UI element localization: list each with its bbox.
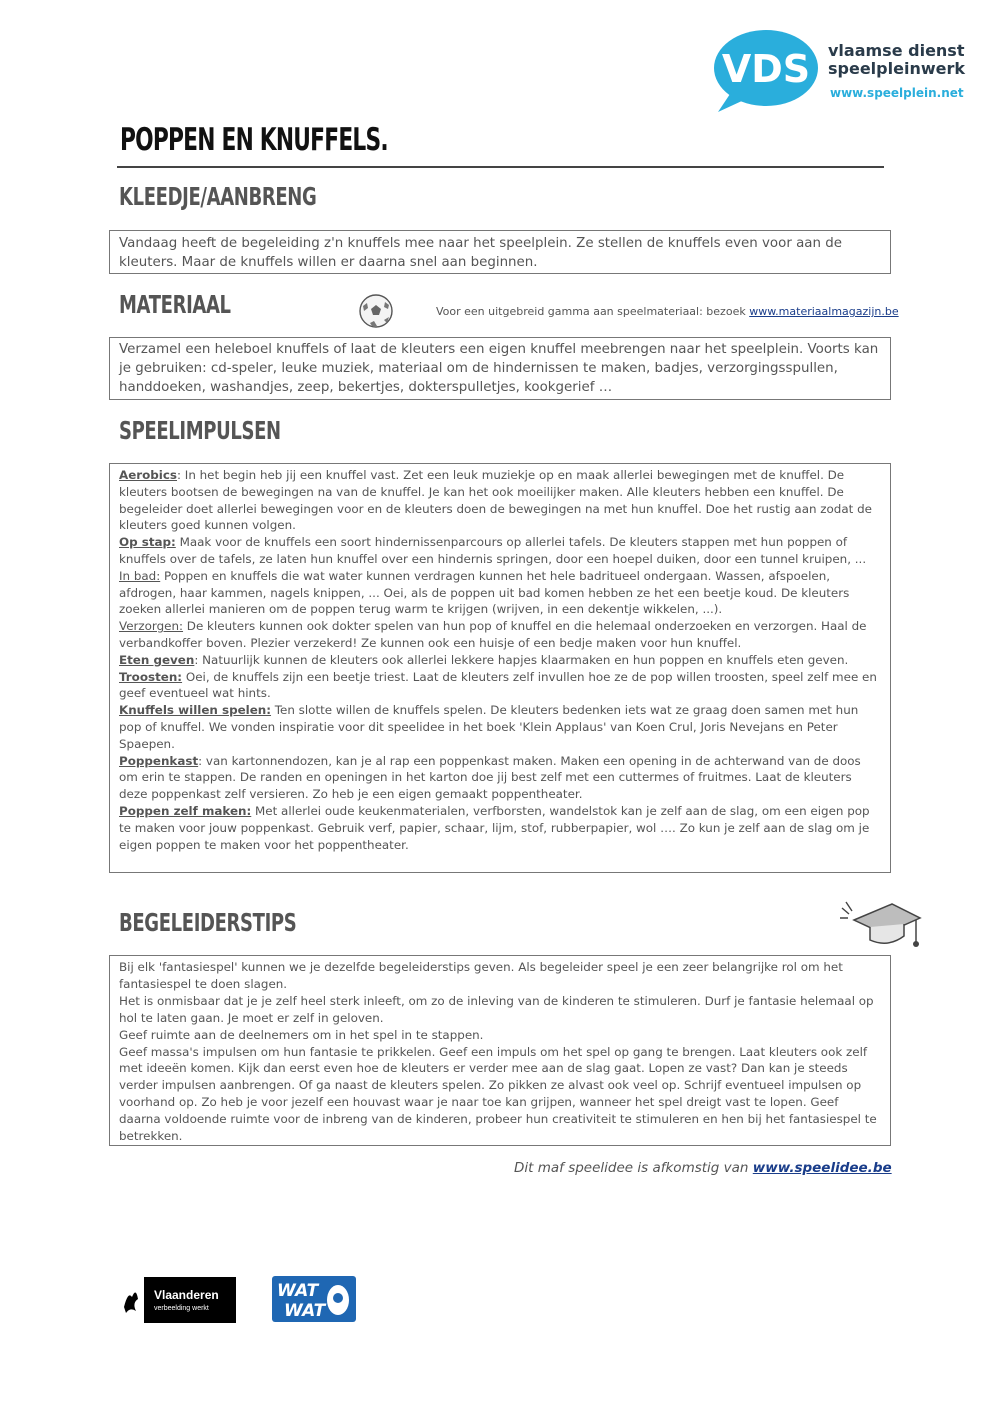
impulse-text: Met allerlei oude keukenmaterialen, verfborsten, wandelstok kan je zelf aan de slag, om een eigen pop te maken voor jouw poppenkast. Gebruik verf, papier, schaar, lijm, stof, rubberpapier, wol …. Zo kun je zelf aan de slag om je eigen poppen te maken voor het poppentheater. bbox=[119, 803, 870, 852]
vds-line2: speelpleinwerk bbox=[828, 59, 965, 78]
tips-paragraph: Geef ruimte aan de deelnemers om in het spel in te stappen. bbox=[119, 1027, 484, 1042]
page-title: POPPEN EN KNUFFELS. bbox=[120, 122, 388, 158]
impulse-label: Op stap: bbox=[119, 535, 176, 550]
impulse-item: Eten geven: Natuurlijk kunnen de kleuters ook allerlei lekkere hapjes klaarmaken en hun poppen en knuffels eten geven. bbox=[119, 652, 849, 667]
kleedje-box: Vandaag heeft de begeleiding z'n knuffels mee naar het speelplein. Ze stellen de knuffels even voor aan de kleuters. Maar de knuffels willen er daarna snel aan beginnen. bbox=[109, 230, 891, 274]
impulse-label: Poppenkast bbox=[119, 753, 199, 768]
vlaanderen-tagline: verbeelding werkt bbox=[154, 1305, 209, 1312]
vlaanderen-name: Vlaanderen bbox=[154, 1288, 219, 1302]
impulse-text: Oei, de knuffels zijn een beetje triest. Laat de kleuters zelf invullen hoe ze de pop willen troosten, speel zelf mee en geef eventueel wat hints. bbox=[119, 669, 877, 701]
materiaal-box: Verzamel een heleboel knuffels of laat de kleuters een eigen knuffel meebrengen naar het speelplein. Voorts kan je gebruiken: cd-speler, leuke muziek, materiaal om de hindernissen te maken, badjes, verzorgingsspullen, handdoeken, washandjes, zeep, bekertjes, dokterspulletjes, kookgerief … bbox=[109, 337, 891, 400]
impulse-label: Poppen zelf maken: bbox=[119, 803, 252, 818]
speelimpulsen-box bbox=[109, 463, 891, 873]
watwat-logo bbox=[272, 1276, 356, 1322]
vds-logo bbox=[710, 28, 970, 118]
impulse-text: van kartonnendozen, kan je al rap een poppenkast maken. Maken een opening in de achterwand van de doos om erin te stappen. De randen en openingen in het karton doe jij best zelf met een cuttermes of fruitmes. Laat de kleuters deze poppenkast zelf versieren. Zo heb je een eigen gemaakt poppentheater. bbox=[119, 753, 861, 802]
impulse-text: De kleuters kunnen ook dokter spelen van hun pop of knuffel en die helemaal onderzoeken en verzorgen. Haal de verbandkoffer boven. Plezier verzekerd! Ze kunnen ook een huisje of een bedje maken voor hun knuffel. bbox=[119, 619, 867, 650]
credit-line bbox=[514, 1160, 892, 1176]
impulse-label: Knuffels willen spelen: bbox=[119, 703, 272, 718]
impulse-item bbox=[119, 803, 881, 853]
graduation-cap-icon bbox=[840, 898, 922, 956]
impulse-item bbox=[119, 702, 881, 752]
vds-url: www.speelplein.net bbox=[830, 86, 964, 100]
vds-bubble-logo bbox=[710, 28, 820, 112]
impulse-text: Poppen en knuffels die wat water kunnen verdragen kunnen het hele badritueel ondergaan. Wassen, afspoelen, afdrogen, haar kammen, nagels knippen, ... Oei, als de poppen uit bad komen hebben ze het een beetje koud. De kleuters zoeken allerlei manieren om de poppen terug warm te krijgen (wrijven, in een dekentje wikkelen, ...). bbox=[119, 568, 850, 617]
materiaal-note bbox=[436, 305, 899, 318]
heading-begeleiderstips: BEGELEIDERSTIPS bbox=[119, 908, 297, 937]
impulse-item: Poppenkast: van kartonnendozen, kan je al rap een poppenkast maken. Maken een opening in de achterwand van de doos om erin te stappen. De randen en openingen in het karton doe jij best zelf met een cuttermes of fruitmes. Laat de kleuters deze poppenkast zelf versieren. Zo heb je een eigen gemaakt poppentheater. bbox=[119, 753, 861, 802]
begeleiderstips-box bbox=[109, 955, 891, 1146]
tips-paragraph: Bij elk 'fantasiespel' kunnen we je dezelfde begeleiderstips geven. Als begeleider speel je een zeer belangrijke rol om het fantasiespel te doen slagen. bbox=[119, 960, 843, 991]
tips-paragraph: Geef massa's impulsen om hun fantasie te prikkelen. Geef een impuls om het spel op gang te brengen. Laat kleuters ook zelf met ideeën komen. Kijk dan eerst even hoe de kleuters er verder mee aan de slag gaat. Lopen ze vast? Dan kan je steeds verder impulsen aanbrengen. Of ga naast de kleuters spelen. Zo pikken ze alvast ook veel op. Schrijf eventueel impulsen op voorhand op. Zo heb je voor jezelf een houvast waar je naar toe kan grijpen, wanneer het spel dreigt vast te lopen. Geef daarna voldoende ruimte voor de inbreng van de kinderen, probeer hun creativiteit te stimuleren en hen bij het fantasiespel te betrekken. bbox=[119, 1044, 877, 1144]
soccer-ball-icon bbox=[358, 293, 394, 329]
impulse-item bbox=[119, 534, 881, 568]
watwat-line1: WAT bbox=[277, 1281, 319, 1301]
materiaalmagazijn-link[interactable]: www.materiaalmagazijn.be bbox=[749, 305, 899, 318]
watwat-line2: WAT bbox=[284, 1301, 326, 1321]
vds-letters: VDS bbox=[721, 47, 811, 91]
speelidee-link[interactable]: www.speelidee.be bbox=[752, 1160, 892, 1176]
impulse-text: Natuurlijk kunnen de kleuters ook allerlei lekkere hapjes klaarmaken en hun poppen en knuffels eten geven. bbox=[198, 652, 849, 667]
impulse-text: Ten slotte willen de knuffels spelen. De kleuters bedenken iets wat ze graag doen samen met hun pop of knuffel. We vonden inspiratie voor dit speelidee in het boek 'Klein Applaus' van Koen Crul, Joris Nevejans en Peter Spaepen. bbox=[119, 703, 859, 751]
impulse-item bbox=[119, 568, 881, 618]
heading-materiaal: MATERIAAL bbox=[119, 290, 231, 319]
materiaal-note-text: Voor een uitgebreid gamma aan speelmateriaal: bezoek bbox=[436, 305, 750, 318]
vds-line1: vlaamse dienst bbox=[828, 41, 965, 60]
vlaanderen-logo bbox=[118, 1277, 236, 1323]
impulse-item bbox=[119, 618, 881, 652]
tips-paragraph: Het is onmisbaar dat je je zelf heel sterk inleeft, om zo de inleving van de kinderen te stimuleren. Durf je fantasie helemaal op hol te laten gaan. Je moet er zelf in geloven. bbox=[119, 993, 874, 1025]
impulse-text: In het begin heb jij een knuffel vast. Zet een leuk muziekje op en maak allerlei bewegingen met de knuffel. De kleuters bootsen de bewegingen na van de knuffel. Je kan het ook moeilijker maken. Alle kleuters hebben een knuffel. De begeleider doet allerlei bewegingen voor en de kleuters doen de bewegingen na met hun knuffel. Doe het rustig aan zodat de kleuters goed kunnen volgen. bbox=[119, 468, 872, 533]
title-divider bbox=[117, 166, 884, 168]
impulse-label: Eten geven bbox=[119, 652, 195, 667]
impulse-item: Aerobics: In het begin heb jij een knuffel vast. Zet een leuk muziekje op en maak allerlei bewegingen met de knuffel. De kleuters bootsen de bewegingen na van de knuffel. Je kan het ook moeilijker maken. Alle kleuters hebben een knuffel. De begeleider doet allerlei bewegingen voor en de kleuters doen de bewegingen na met hun knuffel. Doe het rustig aan zodat de kleuters goed kunnen volgen. bbox=[119, 468, 872, 533]
impulse-item bbox=[119, 669, 881, 703]
credit-text: Dit maf speelidee is afkomstig van bbox=[514, 1160, 753, 1176]
heading-speelimpulsen: SPEELIMPULSEN bbox=[119, 416, 281, 445]
impulse-label: Troosten: bbox=[119, 669, 183, 684]
impulse-text: Maak voor de knuffels een soort hindernissenparcours op allerlei tafels. De kleuters stappen met hun poppen of knuffels over de tafels, ze laten hun knuffel over een hindernis springen, door een hoepel duiken, door een tunnel kruipen, ... bbox=[119, 535, 867, 566]
heading-kleedje: KLEEDJE/AANBRENG bbox=[119, 182, 317, 211]
impulse-label: Aerobics bbox=[119, 468, 178, 482]
impulse-label: In bad: bbox=[119, 568, 161, 583]
impulse-label: Verzorgen: bbox=[119, 619, 184, 634]
